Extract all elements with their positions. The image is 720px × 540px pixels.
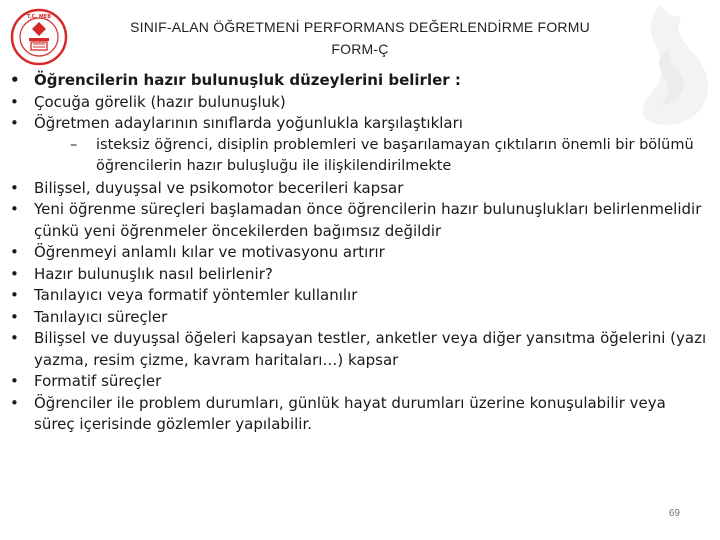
list-item (8, 178, 708, 200)
bullet-marker: • (10, 243, 19, 261)
list-item (8, 285, 708, 307)
list-item-text: Tanılayıcı veya formatif yöntemler kullanılır (34, 286, 358, 304)
bullet-marker: • (10, 286, 19, 304)
list-item-text: Öğrencilerin hazır bulunuşluk düzeylerini belirler : (34, 71, 461, 89)
list-item (8, 393, 708, 436)
form-title (80, 16, 640, 60)
list-item (8, 113, 708, 135)
list-item-text: isteksiz öğrenci, disiplin problemleri ve başarılamayan çıktıların önemli bir bölümü öğrencilerin hazır buluşluğu ile ilişkilendirilmekte (96, 136, 694, 174)
form-title-line2: FORM-Ç (331, 41, 389, 57)
bullet-content (8, 70, 708, 436)
ministry-seal-icon (10, 8, 68, 66)
list-item-text: Hazır bulunuşlık nasıl belirlenir? (34, 264, 273, 283)
list-item-text: Bilişsel ve duyuşsal öğeleri kapsayan testler, anketler veya diğer yansıtma öğelerini (yazı yazma, resim çizme, kavram haritaları…) kapsar (34, 329, 707, 369)
form-title-line1: SINIF-ALAN ÖĞRETMENİ PERFORMANS DEĞERLENDİRME FORMU (130, 19, 590, 35)
bullet-marker: • (10, 393, 19, 412)
list-item (8, 307, 708, 329)
list-item-text: Çocuğa görelik (hazır bulunuşluk) (34, 92, 286, 111)
bullet-marker: • (10, 264, 19, 283)
bullet-list (8, 70, 708, 436)
svg-text:T.C. MEB: T.C. MEB (26, 14, 52, 20)
bullet-marker: • (10, 372, 19, 390)
list-item-text: Formatif süreçler (34, 372, 162, 390)
dash-marker: – (70, 136, 78, 153)
bullet-marker: • (10, 307, 19, 326)
list-item-text: Bilişsel, duyuşsal ve psikomotor becerileri kapsar (34, 178, 404, 197)
list-item (8, 264, 708, 286)
bullet-marker: • (10, 92, 19, 111)
list-item (8, 70, 708, 92)
list-item-text: Öğrenmeyi anlamlı kılar ve motivasyonu artırır (34, 243, 385, 261)
page-number: 69 (668, 508, 680, 519)
list-item-text: Tanılayıcı süreçler (34, 307, 168, 326)
bullet-marker: • (10, 114, 19, 132)
bullet-marker: • (10, 200, 19, 218)
list-item (8, 199, 708, 242)
list-item (8, 242, 708, 264)
bullet-marker: • (10, 178, 19, 197)
list-item-text: Öğrenciler ile problem durumları, günlük hayat durumları üzerine konuşulabilir veya süreç içerisinde gözlemler yapılabilir. (34, 393, 666, 433)
sub-list-item (8, 135, 708, 178)
bullet-marker: • (10, 71, 20, 89)
bullet-marker: • (10, 329, 19, 347)
list-item-text: Yeni öğrenme süreçleri başlamadan önce öğrencilerin hazır bulunuşlukları belirlenmelidir çünkü yeni öğrenmeler öncekilerden bağımsız değildir (34, 200, 702, 240)
list-item (8, 328, 708, 371)
list-item (8, 92, 708, 114)
list-item (8, 371, 708, 393)
list-item-text: Öğretmen adaylarının sınıflarda yoğunlukla karşılaştıkları (34, 114, 463, 132)
